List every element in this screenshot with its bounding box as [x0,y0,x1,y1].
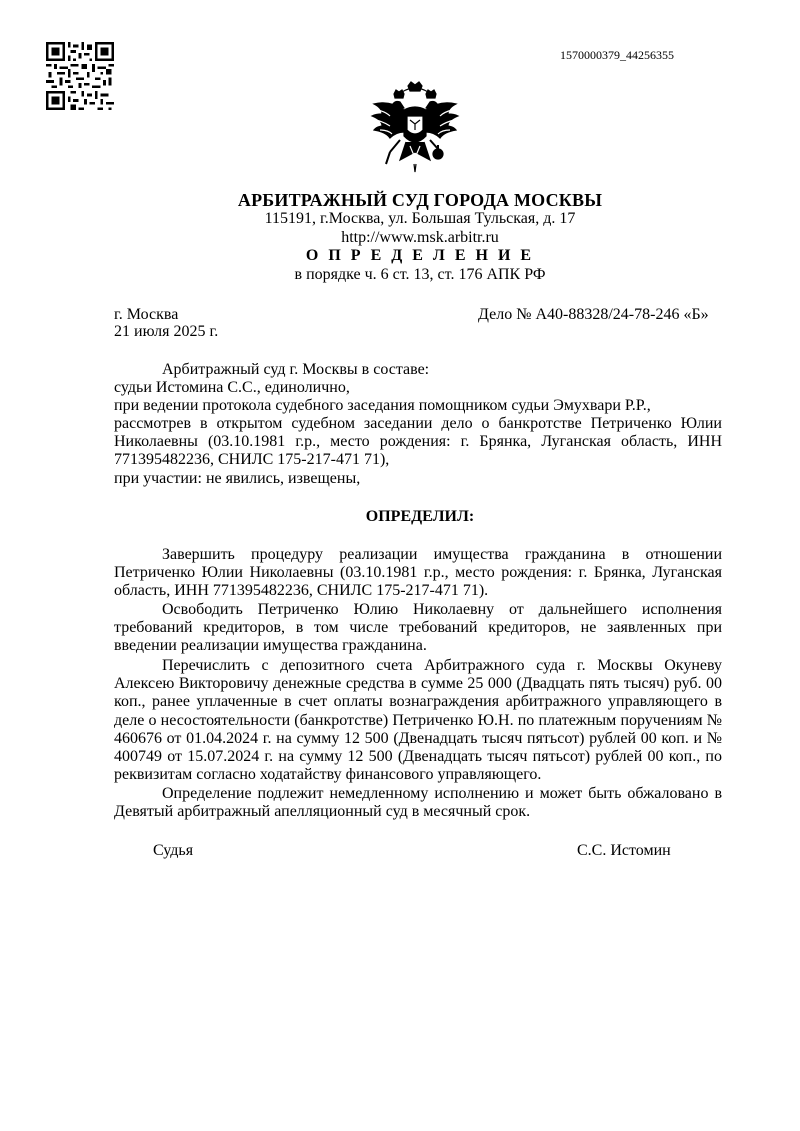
court-address: 115191, г.Москва, ул. Большая Тульская, д. 17 [264,210,576,227]
ruling-heading: ОПРЕДЕЛИЛ: [365,508,475,525]
court-website-link[interactable]: http://www.msk.arbitr.ru [341,229,499,246]
qr-code-icon [46,42,114,110]
intro-line-1: Арбитражный суд г. Москвы в составе: [162,361,430,378]
ruling-paragraph-3: Перечислить с депозитного счета Арбитражного суда г. Москвы Окуневу Алексею Викторовичу денежные средства в сумме 25 000 (Двадцать пять тысяч) руб. 00 коп., ранее уплаченные в счет оплаты вознаграждения арбитражного управляющего в деле о несостоятельности (банкротстве) Петриченко Ю.Н. по платежным поручениям № 460676 от 01.04.2024 г. на сумму 12 500 (Двенадцать тысяч пятьсот) рублей 00 коп. и № 400749 от 15.07.2024 г. на сумму 12 500 (Двенадцать тысяч пятьсот) рублей 00 коп., по реквизитам согласно ходатайству финансового управляющего. [114,657,722,784]
legal-basis: в порядке ч. 6 ст. 13, ст. 176 АПК РФ [294,266,546,283]
ruling-paragraph-2: Освободить Петриченко Юлию Николаевну от дальнейшего исполнения требований кредиторов, в том числе требований кредиторов, не заявленных при введении реализации имущества гражданина. [114,601,722,655]
document-type: О П Р Е Д Е Л Е Н И Е [305,247,535,264]
russian-coat-of-arms-icon [370,80,460,176]
intro-line-2: судьи Истомина С.С., единолично, [114,379,350,396]
ruling-paragraph-4: Определение подлежит немедленному исполнению и может быть обжаловано в Девятый арбитражный апелляционный суд в месячный срок. [114,785,722,821]
document-date: 21 июля 2025 г. [114,323,219,340]
judge-label: Судья [153,842,194,859]
case-number: Дело № А40-88328/24-78-246 «Б» [478,306,709,323]
intro-line-5: при участии: не явились, извещены, [114,470,361,487]
document-id: 1570000379_44256355 [560,48,674,62]
intro-line-3: при ведении протокола судебного заседания помощником судьи Эмухвари Р.Р., [114,397,651,414]
court-title: АРБИТРАЖНЫЙ СУД ГОРОДА МОСКВЫ [237,190,603,210]
judge-name: С.С. Истомин [577,842,671,859]
ruling-paragraph-1: Завершить процедуру реализации имущества гражданина в отношении Петриченко Юлии Николаевны (03.10.1981 г.р., место рождения: г. Брянка, Луганская область, ИНН 771395482236, СНИЛС 175-217-471 71). [114,546,722,600]
city: г. Москва [114,306,179,323]
intro-line-4: рассмотрев в открытом судебном заседании дело о банкротстве Петриченко Юлии Николаевны (03.10.1981 г.р., место рождения: г. Брянка, Луганская область, ИНН 771395482236, СНИЛС 175-217-471 71), [114,415,722,469]
